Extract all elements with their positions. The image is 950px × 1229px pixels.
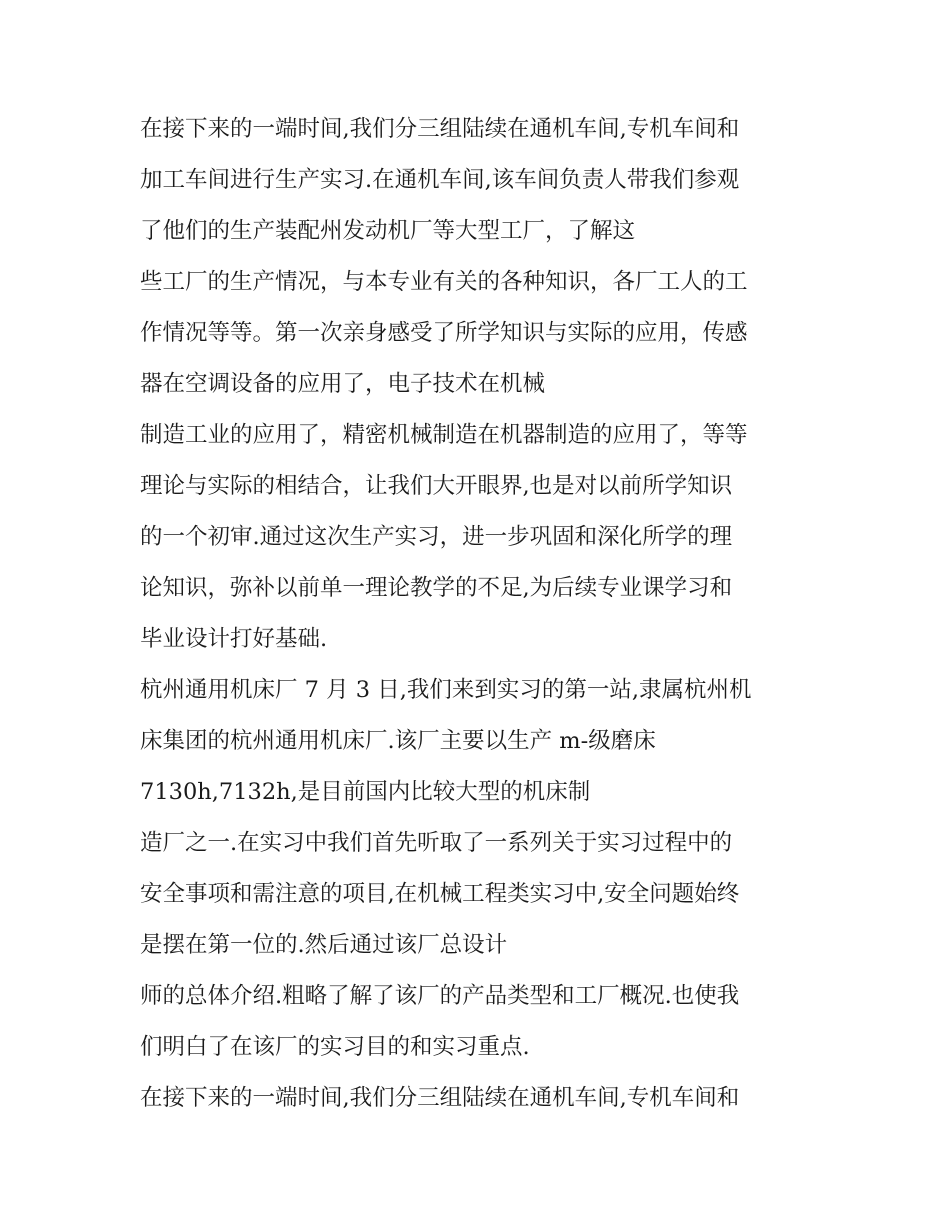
text-line: 在接下来的一端时间,我们分三组陆续在通机车间,专机车间和 (140, 116, 740, 142)
text-line: 师的总体介绍.粗略了解了该厂的产品类型和工厂概况.也使我 (140, 983, 740, 1009)
text-line: 加工车间进行生产实习.在通机车间,该车间负责人带我们参观 (140, 167, 740, 193)
text-line: 理论与实际的相结合，让我们大开眼界,也是对以前所学知识 (140, 473, 733, 499)
document-body (140, 110, 820, 1130)
text-line: 的一个初审.通过这次生产实习，进一步巩固和深化所学的理 (140, 524, 733, 550)
text-line: 们明白了在该厂的实习目的和实习重点. (140, 1034, 530, 1060)
text-line: 杭州通用机床厂 7 月 3 日,我们来到实习的第一站,隶属杭州机 (140, 677, 752, 703)
text-line: 作情况等等。第一次亲身感受了所学知识与实际的应用，传感 (140, 320, 748, 346)
text-line: 是摆在第一位的.然后通过该厂总设计 (140, 932, 508, 958)
text-line: 制造工业的应用了，精密机械制造在机器制造的应用了，等等 (140, 422, 748, 448)
text-line: 造厂之一.在实习中我们首先听取了一系列关于实习过程中的 (140, 830, 733, 856)
text-line: 了他们的生产装配州发动机厂等大型工厂，了解这 (140, 218, 636, 244)
text-line: 床集团的杭州通用机床厂.该厂主要以生产 m-级磨床 (140, 728, 656, 754)
text-line: 论知识，弥补以前单一理论教学的不足,为后续专业课学习和 (140, 575, 733, 601)
text-line: 些工厂的生产情况，与本专业有关的各种知识，各厂工人的工 (140, 269, 748, 295)
text-line: 在接下来的一端时间,我们分三组陆续在通机车间,专机车间和 (140, 1085, 740, 1111)
text-line: 器在空调设备的应用了，电子技术在机械 (140, 371, 546, 397)
text-line: 安全事项和需注意的项目,在机械工程类实习中,安全问题始终 (140, 881, 740, 907)
text-line: 毕业设计打好基础. (140, 626, 328, 652)
text-line: 7130h,7132h,是目前国内比较大型的机床制 (140, 779, 591, 805)
